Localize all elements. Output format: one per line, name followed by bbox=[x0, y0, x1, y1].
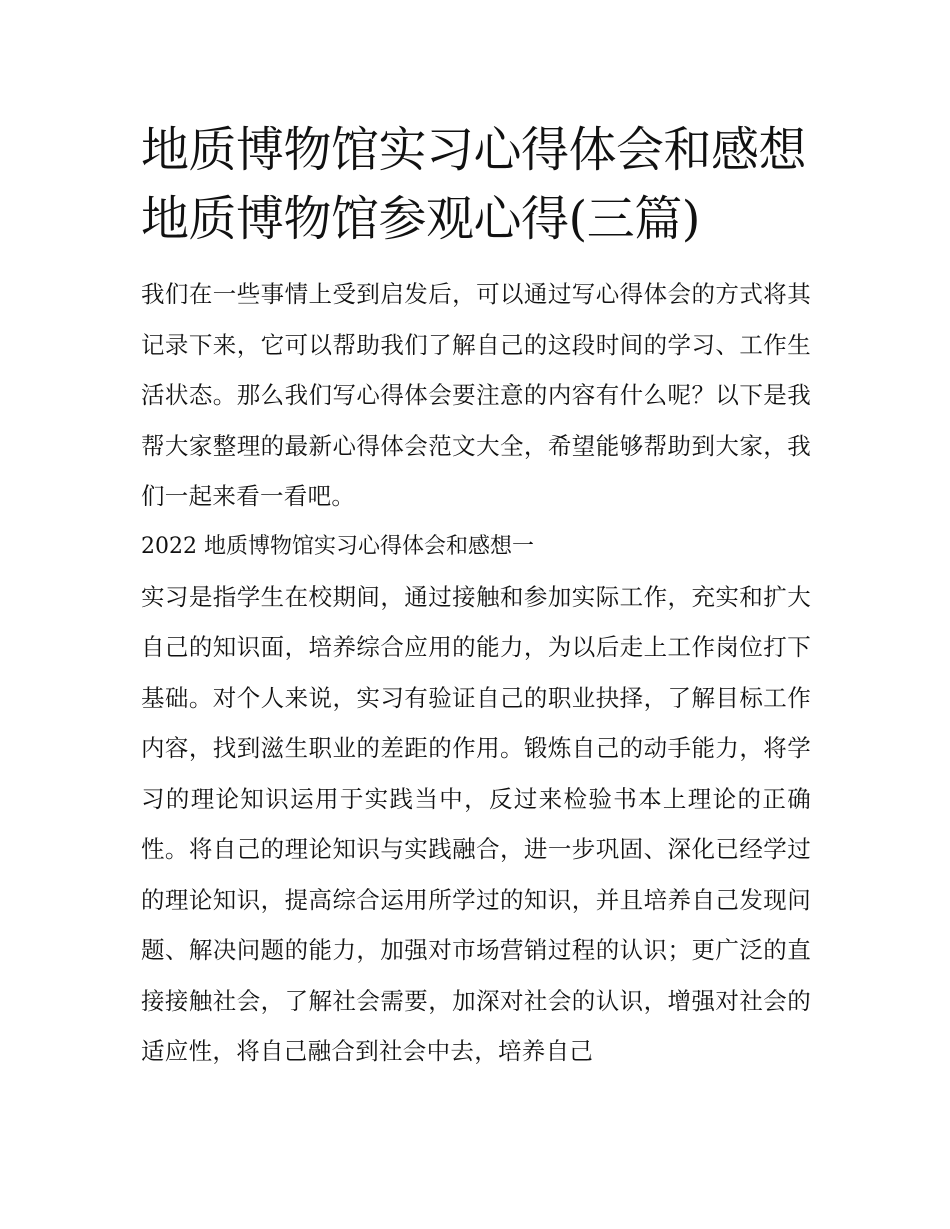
document-content bbox=[141, 116, 811, 1077]
section-body-paragraph: 实习是指学生在校期间，通过接触和参加实际工作，充实和扩大自己的知识面，培养综合应用的能力，为以后走上工作岗位打下基础。对个人来说，实习有验证自己的职业抉择，了解目标工作内容，找到滋生职业的差距的作用。锻炼自己的动手能力，将学习的理论知识运用于实践当中，反过来检验书本上理论的正确性。将自己的理论知识与实践融合，进一步巩固、深化已经学过的理论知识，提高综合运用所学过的知识，并且培养自己发现问题、解决问题的能力，加强对市场营销过程的认识；更广泛的直接接触社会，了解社会需要，加深对社会的认识，增强对社会的适应性，将自己融合到社会中去，培养自己 bbox=[141, 582, 811, 1065]
document-title: 地质博物馆实习心得体会和感想 地质博物馆参观心得(三篇) bbox=[141, 122, 807, 247]
intro-paragraph: 我们在一些事情上受到启发后，可以通过写心得体会的方式将其记录下来，它可以帮助我们了解自己的这段时间的学习、工作生活状态。那么我们写心得体会要注意的内容有什么呢？以下是我帮大家整理的最新心得体会范文大全，希望能够帮助到大家，我们一起来看一看吧。 bbox=[141, 280, 811, 510]
section-heading: 2022 地质博物馆实习心得体会和感想一 bbox=[141, 533, 534, 559]
